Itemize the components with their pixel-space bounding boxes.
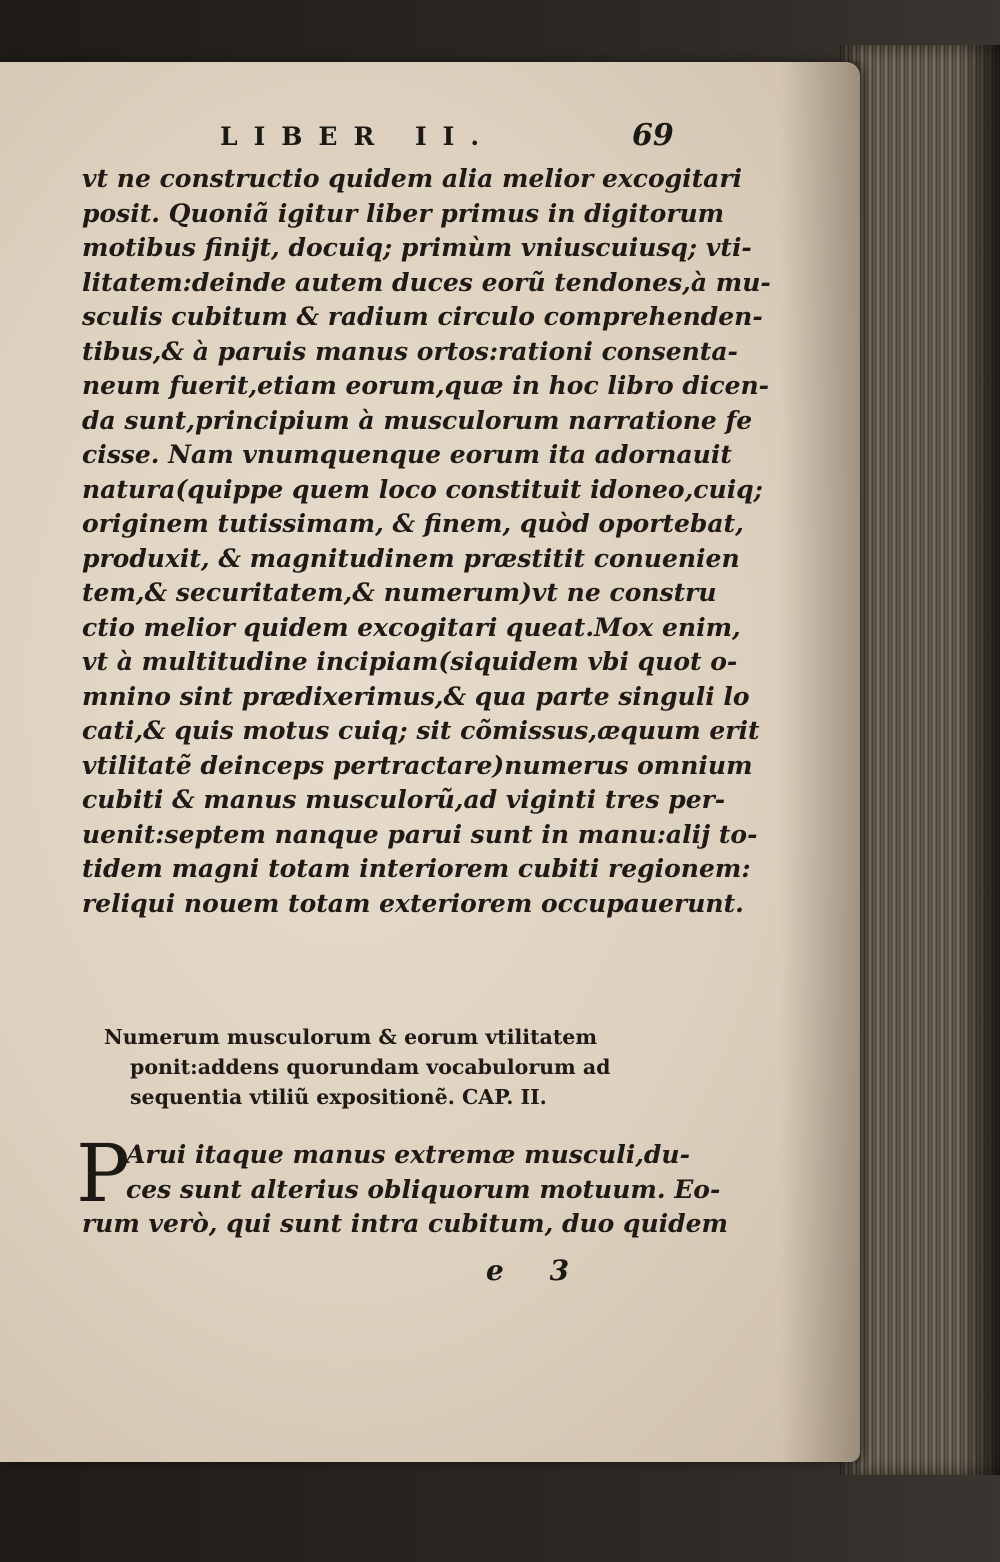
text-line: mnino sint prædixerimus,& qua parte singuli lo bbox=[82, 681, 750, 711]
page-header bbox=[0, 118, 860, 162]
text-line: cati,& quis motus cuiq; sit cõmissus,æquum erit bbox=[82, 716, 760, 745]
text-line: tidem magni totam interiorem cubiti regionem: bbox=[82, 854, 751, 883]
text-line: neum fuerit,etiam eorum,quæ in hoc libro dicen- bbox=[82, 371, 770, 400]
book-fore-edge bbox=[840, 45, 1000, 1475]
book-page bbox=[0, 62, 860, 1462]
text-line: da sunt,principium à musculorum narratione fe bbox=[82, 405, 753, 435]
text-line: reliqui nouem totam exteriorem occupauerunt. bbox=[82, 888, 744, 918]
text-line: ctio melior quidem excogitari queat.Mox enim, bbox=[82, 612, 741, 642]
text-line: Arui itaque manus extremæ musculi,du- bbox=[126, 1140, 690, 1169]
text-line: rum verò, qui sunt intra cubitum, duo quidem bbox=[82, 1209, 729, 1238]
text-line: vtilitatẽ deinceps pertractare)numerus omnium bbox=[82, 750, 753, 780]
running-head: LIBER II. bbox=[220, 122, 496, 151]
main-text-block bbox=[82, 162, 771, 921]
text-line: uenit:septem nanque parui sunt in manu:alij to- bbox=[82, 819, 758, 849]
text-line: sculis cubitum & radium circulo comprehenden- bbox=[82, 302, 763, 331]
text-line: produxit, & magnitudinem præstitit conuenien bbox=[82, 543, 740, 573]
signature-mark: e 3 bbox=[486, 1254, 588, 1287]
caption-line: sequentia vtiliũ expositionẽ. CAP. II. bbox=[130, 1085, 547, 1109]
caption-line: Numerum musculorum & eorum vtilitatem bbox=[104, 1025, 598, 1049]
text-line: tibus,& à paruis manus ortos:rationi consenta- bbox=[82, 336, 738, 366]
caption-line: ponit:addens quorundam vocabulorum ad bbox=[130, 1055, 611, 1079]
text-line: vt à multitudine incipiam(siquidem vbi quot o- bbox=[82, 647, 738, 676]
chapter-caption bbox=[104, 1022, 644, 1112]
second-paragraph bbox=[82, 1138, 729, 1242]
drop-cap-initial: P bbox=[76, 1127, 130, 1220]
text-line: natura(quippe quem loco constituit idoneo,cuiq; bbox=[82, 474, 763, 504]
text-line: tem,& securitatem,& numerum)vt ne constru bbox=[82, 578, 717, 607]
text-line: posit. Quoniã igitur liber primus in digitorum bbox=[82, 198, 725, 228]
text-line: vt ne constructio quidem alia melior excogitari bbox=[82, 164, 743, 193]
text-line: cisse. Nam vnumquenque eorum ita adornauit bbox=[82, 440, 732, 469]
text-line: ces sunt alterius obliquorum motuum. Eo- bbox=[126, 1174, 721, 1204]
text-line: litatem:deinde autem duces eorũ tendones,à mu- bbox=[82, 267, 771, 297]
text-line: motibus finijt, docuiq; primùm vniuscuiusq; vti- bbox=[82, 233, 752, 262]
text-line: cubiti & manus musculorũ,ad viginti tres per- bbox=[82, 785, 726, 814]
text-line: originem tutissimam, & finem, quòd oportebat, bbox=[82, 509, 744, 538]
page-number: 69 bbox=[632, 118, 674, 153]
